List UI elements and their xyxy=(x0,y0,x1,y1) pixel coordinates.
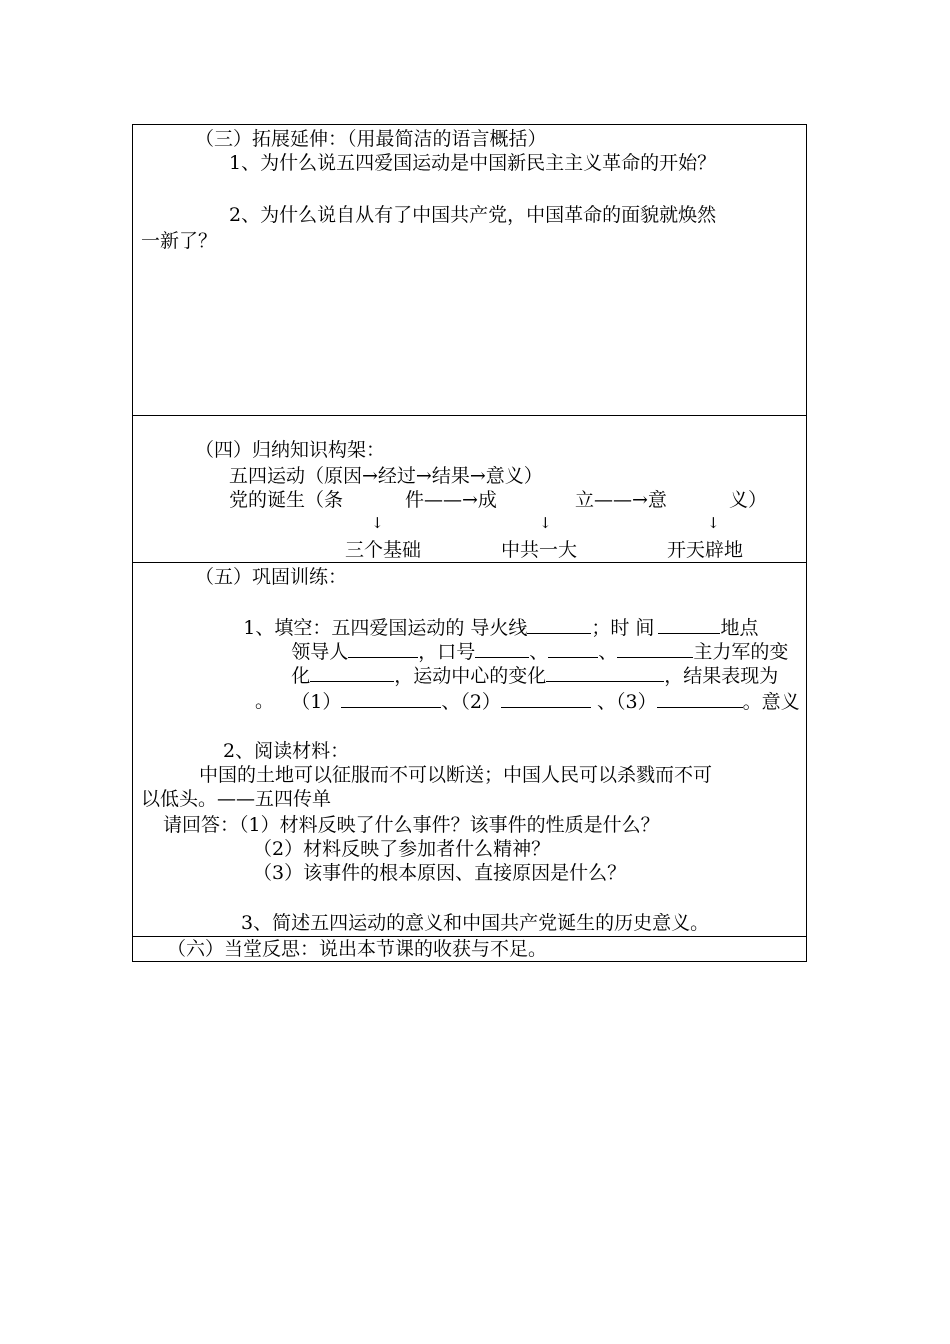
extension-question-1: 1、为什么说五四爱国运动是中国新民主主义革命的开始？ xyxy=(229,152,717,174)
framework-node-three-foundations: 三个基础 xyxy=(345,539,422,561)
fill-text: 主力军的变 xyxy=(693,641,789,663)
fill-text: 化 xyxy=(291,665,311,687)
fill-text: 1、填空：五四爱国运动的 导火线 xyxy=(243,617,528,639)
fill-text: 地点 xyxy=(720,617,759,639)
section-practice-heading: （五）巩固训练： xyxy=(195,566,348,588)
worksheet-table xyxy=(132,124,807,962)
reading-ask-1: 请回答：（1）材料反映了什么事件？该事件的性质是什么？ xyxy=(163,814,660,836)
down-arrow-icon: ↓ xyxy=(371,514,384,532)
blank-result-3[interactable] xyxy=(657,689,743,708)
extension-question-2-line2: 一新了？ xyxy=(141,230,218,252)
practice-question-3: 3、简述五四运动的意义和中国共产党诞生的历史意义。 xyxy=(241,912,710,934)
framework-line-party-part-a: 党的诞生（条 xyxy=(229,489,344,511)
section-practice xyxy=(133,563,806,936)
fill-blank-line-5: 。 xyxy=(255,690,275,712)
section-knowledge-framework xyxy=(133,416,806,562)
reading-ask-3: （3）该事件的根本原因、直接原因是什么？ xyxy=(253,862,627,884)
down-arrow-icon: ↓ xyxy=(707,514,720,532)
fill-text: 、（3） xyxy=(590,691,657,713)
framework-node-first-congress: 中共一大 xyxy=(501,539,578,561)
blank-result-2[interactable] xyxy=(501,689,591,708)
fill-text: 、（2） xyxy=(441,691,501,713)
framework-line-party-part-c: 立——→意 xyxy=(575,489,667,511)
fill-text: 、 xyxy=(529,641,549,663)
section-reflection xyxy=(133,937,806,962)
fill-text: ，口号 xyxy=(418,641,476,663)
fill-text: ，运动中心的变化 xyxy=(394,665,547,687)
fill-text: ，结果表现为 xyxy=(664,665,779,687)
framework-line-party-part-d: 义） xyxy=(729,489,768,511)
section-extension-heading: （三）拓展延伸：（用最简洁的语言概括） xyxy=(195,128,547,150)
extension-question-2-line1: 2、为什么说自从有了中国共产党，中国革命的面貌就焕然 xyxy=(229,204,717,226)
fill-text: ；时 间 xyxy=(591,617,655,639)
framework-node-epoch-making: 开天辟地 xyxy=(667,539,744,561)
blank-result-1[interactable] xyxy=(341,689,441,708)
fill-text: 。意义 xyxy=(742,691,800,713)
reading-quote-line1: 中国的土地可以征服而不可以断送；中国人民可以杀戮而不可 xyxy=(199,764,713,786)
section-reflection-heading: （六）当堂反思：说出本节课的收获与不足。 xyxy=(167,938,548,960)
reading-title: 2、阅读材料： xyxy=(223,740,350,762)
down-arrow-icon: ↓ xyxy=(539,514,552,532)
fill-blank-line-4 xyxy=(255,665,800,738)
fill-text: 、 xyxy=(598,641,618,663)
reading-ask-2: （2）材料反映了参加者什么精神？ xyxy=(253,838,551,860)
section-extension xyxy=(133,125,806,415)
fill-text: 领导人 xyxy=(291,641,349,663)
framework-line-may-fourth: 五四运动（原因→经过→结果→意义） xyxy=(229,465,543,487)
section-framework-heading: （四）归纳知识构架： xyxy=(195,439,386,461)
fill-text: （1） xyxy=(291,691,342,713)
reading-quote-line2: 以低头。——五四传单 xyxy=(141,788,332,810)
framework-line-party-part-b: 件——→成 xyxy=(405,489,497,511)
